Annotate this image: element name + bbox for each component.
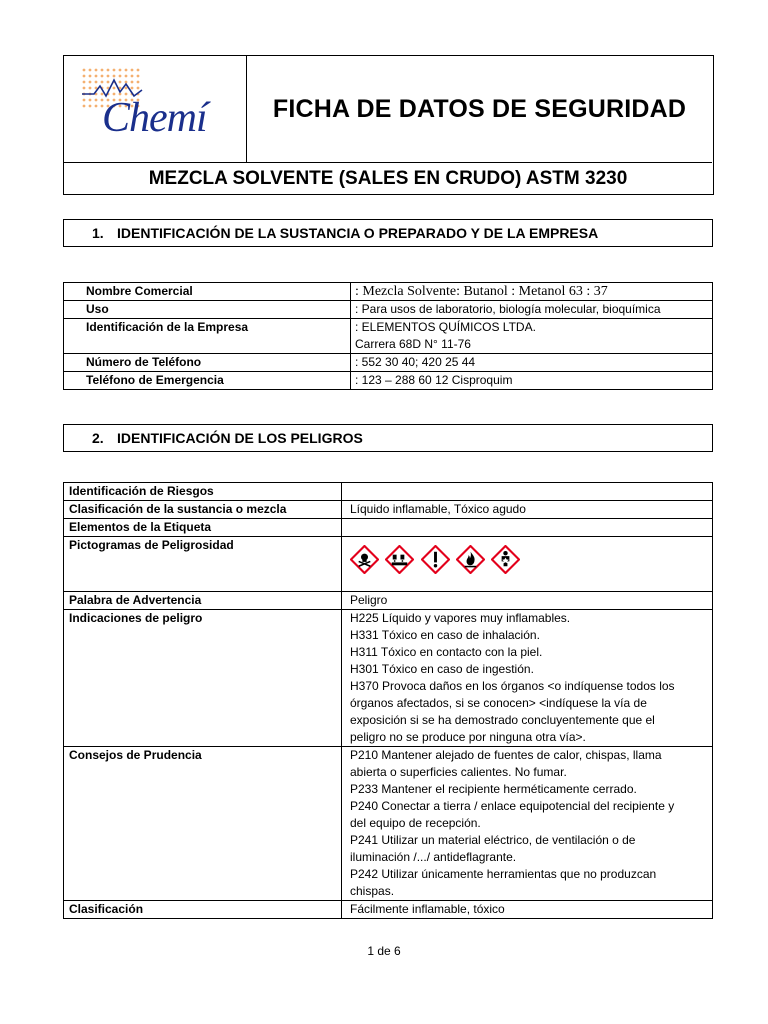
hazard-statement-line: exposición si se ha demostrado concluyentemente que el	[350, 713, 655, 727]
label-indicaciones-peligro: Indicaciones de peligro	[64, 610, 342, 747]
company-name: : ELEMENTOS QUÍMICOS LTDA.	[355, 320, 536, 334]
health-hazard-icon	[491, 545, 520, 574]
label-palabra-advertencia: Palabra de Advertencia	[64, 592, 342, 610]
hazard-statement-line: H225 Líquido y vapores muy inflamables.	[350, 611, 571, 625]
hazard-statement-line: H301 Tóxico en caso de ingestión.	[350, 662, 534, 676]
section-2-number: 2.	[92, 430, 104, 446]
label-numero-telefono: Número de Teléfono	[64, 354, 351, 372]
table-row	[64, 537, 713, 592]
precaution-line: chispas.	[350, 884, 395, 898]
precaution-line: P233 Mantener el recipiente herméticamente cerrado.	[350, 782, 637, 796]
precaution-line: abierta o superficies calientes. No fumar.	[350, 765, 567, 779]
logo-text: Chemí	[102, 95, 207, 141]
section-2-heading	[63, 424, 713, 452]
value-telefono-emergencia: : 123 – 288 60 12 Cisproquim	[351, 372, 713, 390]
table-row	[64, 592, 713, 610]
label-identificacion-empresa: Identificación de la Empresa	[64, 319, 351, 354]
hazard-statement-line: órganos afectados, si se conocen> <indíquese la vía de	[350, 696, 647, 710]
precaution-line: P210 Mantener alejado de fuentes de calor, chispas, llama	[350, 748, 662, 762]
section-1-number: 1.	[92, 225, 104, 241]
table-row	[64, 610, 713, 747]
precaution-line: del equipo de recepción.	[350, 816, 481, 830]
value-elementos-etiqueta	[342, 519, 713, 537]
table-row	[64, 501, 713, 519]
hazard-statement-line: H370 Provoca daños en los órganos <o indíquense todos los	[350, 679, 675, 693]
product-subtitle: MEZCLA SOLVENTE (SALES EN CRUDO) ASTM 3230	[64, 162, 712, 194]
table-row	[64, 283, 713, 301]
value-clasificacion: Fácilmente inflamable, tóxico	[342, 901, 713, 919]
label-consejos-prudencia: Consejos de Prudencia	[64, 747, 342, 901]
document-title: FICHA DE DATOS DE SEGURIDAD	[272, 94, 687, 123]
precaution-line: P242 Utilizar únicamente herramientas que no produzcan	[350, 867, 657, 881]
value-clasificacion-sustancia: Líquido inflamable, Tóxico agudo	[342, 501, 713, 519]
company-address: Carrera 68D N° 11-76	[355, 337, 471, 351]
label-uso: Uso	[64, 301, 351, 319]
value-palabra-advertencia: Peligro	[342, 592, 713, 610]
page-number: 1 de 6	[367, 944, 401, 958]
exclamation-icon	[421, 545, 450, 574]
value-nombre-comercial: : Mezcla Solvente: Butanol : Metanol 63 : 37	[351, 283, 713, 301]
table-row	[64, 354, 713, 372]
label-elementos-etiqueta: Elementos de la Etiqueta	[64, 519, 342, 537]
document-header	[63, 55, 714, 195]
table-row	[64, 747, 713, 901]
value-identificacion-riesgos	[342, 483, 713, 501]
table-row	[64, 301, 713, 319]
label-pictogramas: Pictogramas de Peligrosidad	[64, 537, 342, 592]
table-row	[64, 901, 713, 919]
label-clasificacion: Clasificación	[64, 901, 342, 919]
value-identificacion-empresa	[351, 319, 713, 354]
section-1-title: IDENTIFICACIÓN DE LA SUSTANCIA O PREPARADO Y DE LA EMPRESA	[117, 225, 599, 241]
value-consejos-prudencia	[342, 747, 713, 901]
table-row	[64, 519, 713, 537]
table-row	[64, 483, 713, 501]
hazard-statement-line: peligro no se produce por ninguna otra vía>.	[350, 730, 586, 744]
section-2-title: IDENTIFICACIÓN DE LOS PELIGROS	[117, 430, 363, 446]
label-telefono-emergencia: Teléfono de Emergencia	[64, 372, 351, 390]
value-uso: : Para usos de laboratorio, biología molecular, bioquímica	[351, 301, 713, 319]
corrosion-icon	[385, 545, 414, 574]
table-row	[64, 319, 713, 354]
hazard-statement-line: H311 Tóxico en contacto con la piel.	[350, 645, 543, 659]
precaution-line: P240 Conectar a tierra / enlace equipotencial del recipiente y	[350, 799, 675, 813]
precaution-line: P241 Utilizar un material eléctrico, de ventilación o de	[350, 833, 636, 847]
value-pictogramas	[342, 537, 713, 592]
hazards-table	[63, 482, 713, 919]
skull-crossbones-icon	[350, 545, 379, 574]
label-nombre-comercial: Nombre Comercial	[64, 283, 351, 301]
company-logo	[64, 56, 247, 162]
label-identificacion-riesgos: Identificación de Riesgos	[64, 483, 342, 501]
identification-table	[63, 282, 713, 390]
hazard-statement-line: H331 Tóxico en caso de inhalación.	[350, 628, 540, 642]
flame-icon	[456, 545, 485, 574]
value-indicaciones-peligro	[342, 610, 713, 747]
value-numero-telefono: : 552 30 40; 420 25 44	[351, 354, 713, 372]
table-row	[64, 372, 713, 390]
label-clasificacion-sustancia: Clasificación de la sustancia o mezcla	[64, 501, 342, 519]
section-1-heading	[63, 219, 713, 247]
precaution-line: iluminación /.../ antideflagrante.	[350, 850, 517, 864]
